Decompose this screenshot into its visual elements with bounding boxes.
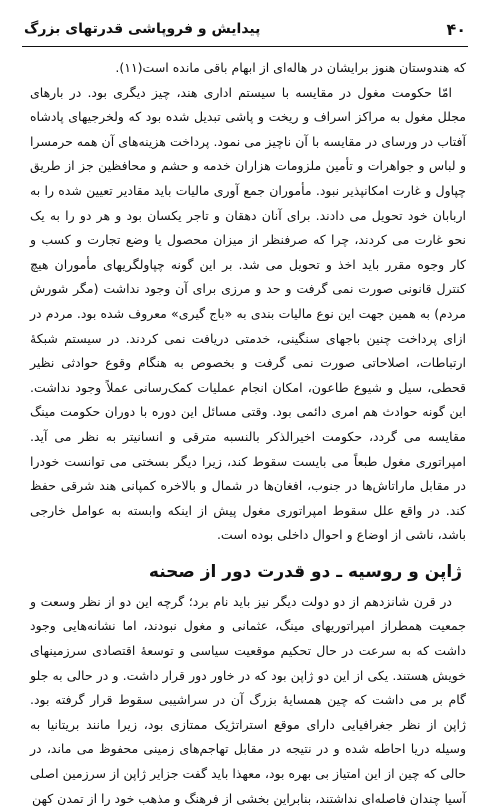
section-paragraph: در قرن شانزدهم از دو دولت دیگر نیز باید نام برد؛ گرچه این دو از نظر وسعت و جمعیت همطراز امپراتوریهای مینگ، عثمانی و مغول نبودند، اما نشانه‌هایی وجود داشت که به سرعت در حال تحکیم موقعیت سیاسی و توسعهٔ اقتصادی سرزمینهای خویش هستند. یکی از این دو ژاپن بود که در خاور دور قرار داشت. و در حالی به جلو گام بر می داشت که چین همسایهٔ بزرگ آن در سراشیبی سقوط قرار گرفته بود. ژاپن از نظر جغرافیایی دارای موقع استراتژیک ممتازی بود، زیرا مانند بریتانیا به وسیله دریا احاطه شده و در نتیجه در مقابل تهاجم‌های زمینی محفوظ می ماند، در حالی که چین از این امتیاز بی بهره بود، معهذا باید گفت جزایر ژاپن از سرزمین اصلی آسیا چندان فاصله‌ای نداشتند، بنابراین بخشی از فرهنگ و مذهب خود را از تمدن کهن (30, 593, 466, 806)
page-number: ۴۰ (446, 19, 466, 39)
page-header (24, 18, 466, 40)
paragraph-1: که هندوستان هنوز برایشان در هاله‌ای از ابهام باقی مانده است(۱۱). (115, 60, 466, 75)
header-rule (22, 46, 468, 47)
section-heading: ژاپن و روسیه ـ دو قدرت دور از صحنه (148, 561, 462, 582)
paragraph-2: امّا حکومت مغول در مقایسه با سیستم اداری هند، چیز دیگری بود. در بارهای مجلل مغول به مراکز اسراف و ریخت و پاشی تبدیل شده بود که ولخرجیهای پادشاه آفتاب در ورسای در مقایسه با آن ناچیز می نمود. پرداخت هزینه‌های آن همه حرمسرا و لباس و جواهرات و تأمین ملزومات هزاران خدمه و حشم و محافظین جز از طریق چپاول و غارت امکانپذیر نبود. مأموران جمع آوری مالیات باید مقادیر تعیین شده را به اربابان خود تحویل می دادند. برای آنان دهقان و تاجر یکسان بود و هر دو را به یک نحو غارت می کردند، چرا که صرفنظر از میزان محصول یا وضع تجارت و کسب و کار وجوه مقرر باید اخذ و تحویل می شد. بر این گونه چپاولگریهای مأموران هیچ کنترل قانونی صورت نمی گرفت و حد و مرزی برای آن وجود نداشت (مگر شورش مردم) به همین جهت این نوع مالیات بندی به «باج گیری» معروف شده بود. مردم در ازای پرداخت چنین باجهای سنگینی، خدمتی دریافت نمی کردند. در سیستم شبکهٔ ارتباطات، اصلاحاتی صورت نمی گرفت و بخصوص به هنگام وقوع حوادثی نظیر قحطی، سیل و شیوع طاعون، امکان انجام عملیات کمک‌رسانی عملاً وجود نداشت. این گونه حوادث هم امری دائمی بود. وقتی مسائل این دوره با دوران حکومت مینگ مقایسه می گردد، حکومت اخیرالذکر بالنسبه مترقی و انسانیتر به نظر می آید. امپراتوری مغول طبعاً می بایست سقوط کند، زیرا دیگر بسختی می توانست خودرا در مقابل ماراتاش‌ها در جنوب، افغان‌ها در شمال و بالاخره کمپانی هند شرقی حفظ کند. در واقع علل سقوط امپراتوری مغول پیش از اینکه وابسته به عوامل خارجی باشد، ناشی از اوضاع و احوال داخلی بوده است. (30, 84, 466, 543)
page-body (30, 56, 466, 811)
running-title: پیدایش و فروپاشی قدرتهای بزرگ (24, 21, 261, 37)
